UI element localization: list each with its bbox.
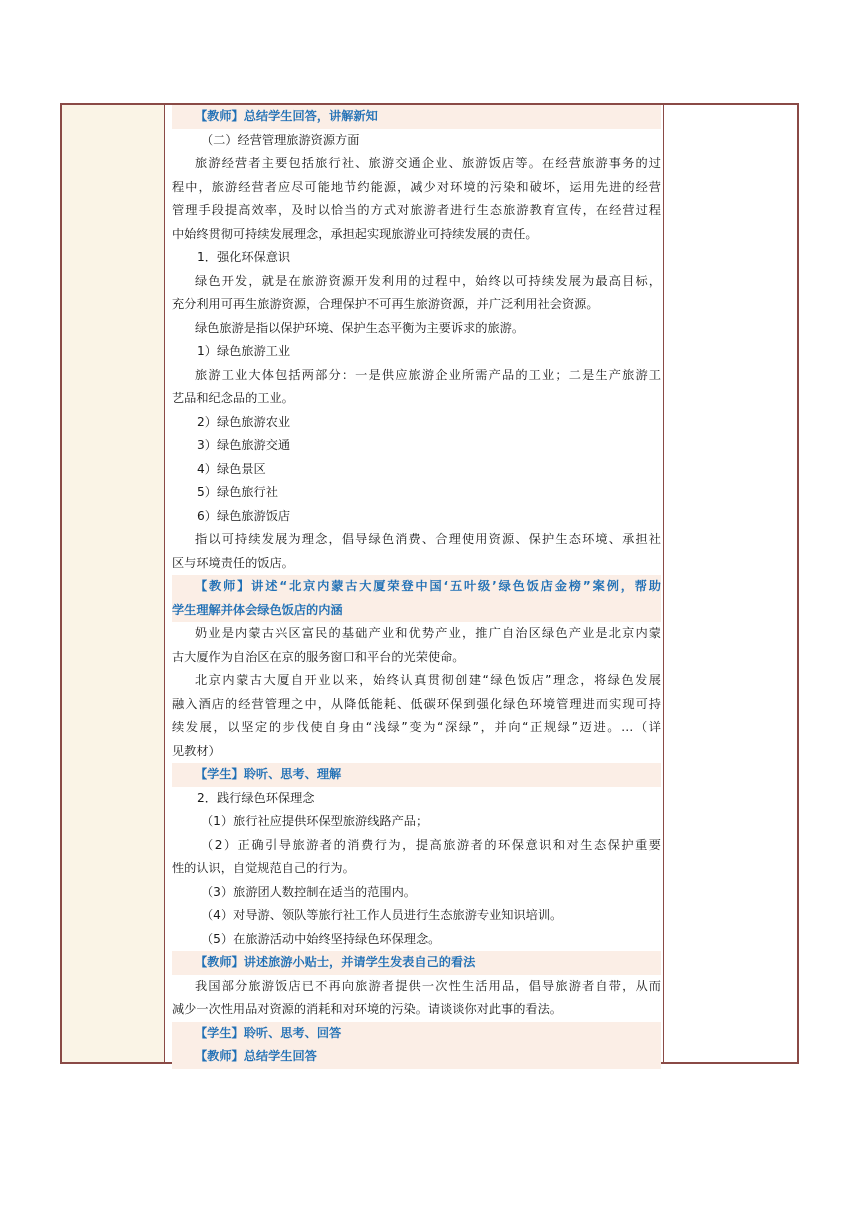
text-line: 续发展，以坚定的步伐使自身由“浅绿”变为“深绿”，并向“正规绿”迈进。…（详 [172, 720, 661, 734]
text-line: （2）正确引导旅游者的消费行为，提高旅游者的环保意识和对生态保护重要 [201, 837, 661, 852]
text-line: 中始终贯彻可持续发展理念，承担起实现旅游业可持续发展的责任。 [172, 226, 538, 241]
highlight-line: 【学生】聆听、思考、理解 [172, 763, 661, 787]
text-line: 融入酒店的经营管理之中，从降低能耗、低碳环保到强化绿色环境管理进而实现可持 [172, 696, 661, 711]
text-line: 指以可持续发展为理念，倡导绿色消费、合理使用资源、保护生态环境、承担社 [195, 532, 661, 546]
text-line: 5）绿色旅行社 [197, 485, 278, 499]
text-line: 我国部分旅游饭店已不再向旅游者提供一次性生活用品，倡导旅游者自带，从而 [195, 978, 661, 993]
left-column [62, 105, 165, 1062]
text-line: 程中，旅游经营者应尽可能地节约能源，减少对环境的污染和破坏，运用先进的经营 [172, 179, 661, 194]
text-line: 2．践行绿色环保理念 [197, 790, 315, 805]
right-column [664, 105, 797, 1062]
text-line: 绿色旅游是指以保护环境、保护生态平衡为主要诉求的旅游。 [195, 320, 525, 335]
text-line: 2）绿色旅游农业 [197, 414, 291, 429]
highlight-line: 【教师】讲述旅游小贴士，并请学生发表自己的看法 [172, 951, 661, 975]
text-line: 绿色开发，就是在旅游资源开发利用的过程中，始终以可持续发展为最高目标， [195, 273, 661, 288]
highlight-line: 【教师】讲述“北京内蒙古大厦荣登中国‘五叶级’绿色饭店金榜”案例，帮助 [172, 575, 661, 599]
text-line: 旅游经营者主要包括旅行社、旅游交通企业、旅游饭店等。在经营旅游事务的过 [195, 156, 661, 170]
text-line: 充分利用可再生旅游资源，合理保护不可再生旅游资源，并广泛利用社会资源。 [172, 297, 599, 311]
text-line: 管理手段提高效率，及时以恰当的方式对旅游者进行生态旅游教育宣传，在经营过程 [172, 203, 661, 217]
text-line: 6）绿色旅游饭店 [197, 508, 291, 523]
text-line: 减少一次性用品对资源的消耗和对环境的污染。请谈谈你对此事的看法。 [172, 1002, 562, 1016]
lesson-table [60, 103, 799, 1064]
highlight-line: 【学生】聆听、思考、回答 [172, 1022, 661, 1046]
text-line: 见教材） [172, 743, 221, 758]
text-line: 性的认识，自觉规范自己的行为。 [172, 861, 355, 875]
text-line: （5）在旅游活动中始终坚持绿色环保理念。 [201, 931, 441, 946]
text-line: 北京内蒙古大厦自开业以来，始终认真贯彻创建“绿色饭店”理念，将绿色发展 [195, 673, 661, 687]
text-line: 区与环境责任的饭店。 [172, 555, 294, 570]
text-line: 旅游工业大体包括两部分：一是供应旅游企业所需产品的工业；二是生产旅游工 [195, 367, 661, 382]
text-line: 奶业是内蒙古兴区富民的基础产业和优势产业，推广自治区绿色产业是北京内蒙 [195, 626, 661, 640]
highlight-line: 学生理解并体会绿色饭店的内涵 [172, 599, 661, 623]
text-line: （3）旅游团人数控制在适当的范围内。 [201, 884, 416, 899]
highlight-line: 【教师】总结学生回答，讲解新知 [172, 105, 661, 129]
content-body [172, 105, 661, 1069]
text-line: 1．强化环保意识 [197, 250, 291, 264]
text-line: （4）对导游、领队等旅行社工作人员进行生态旅游专业知识培训。 [201, 908, 563, 922]
text-line: 艺品和纪念品的工业。 [172, 391, 294, 405]
text-line: 古大厦作为自治区在京的服务窗口和平台的光荣使命。 [172, 649, 465, 664]
text-line: 1）绿色旅游工业 [197, 344, 291, 358]
text-line: （1）旅行社应提供环保型旅游线路产品； [201, 814, 429, 828]
text-line: （二）经营管理旅游资源方面 [201, 132, 360, 147]
text-line: 4）绿色景区 [197, 461, 266, 476]
content-column [165, 105, 664, 1062]
text-line: 3）绿色旅游交通 [197, 438, 291, 452]
highlight-line: 【教师】总结学生回答 [172, 1045, 661, 1069]
